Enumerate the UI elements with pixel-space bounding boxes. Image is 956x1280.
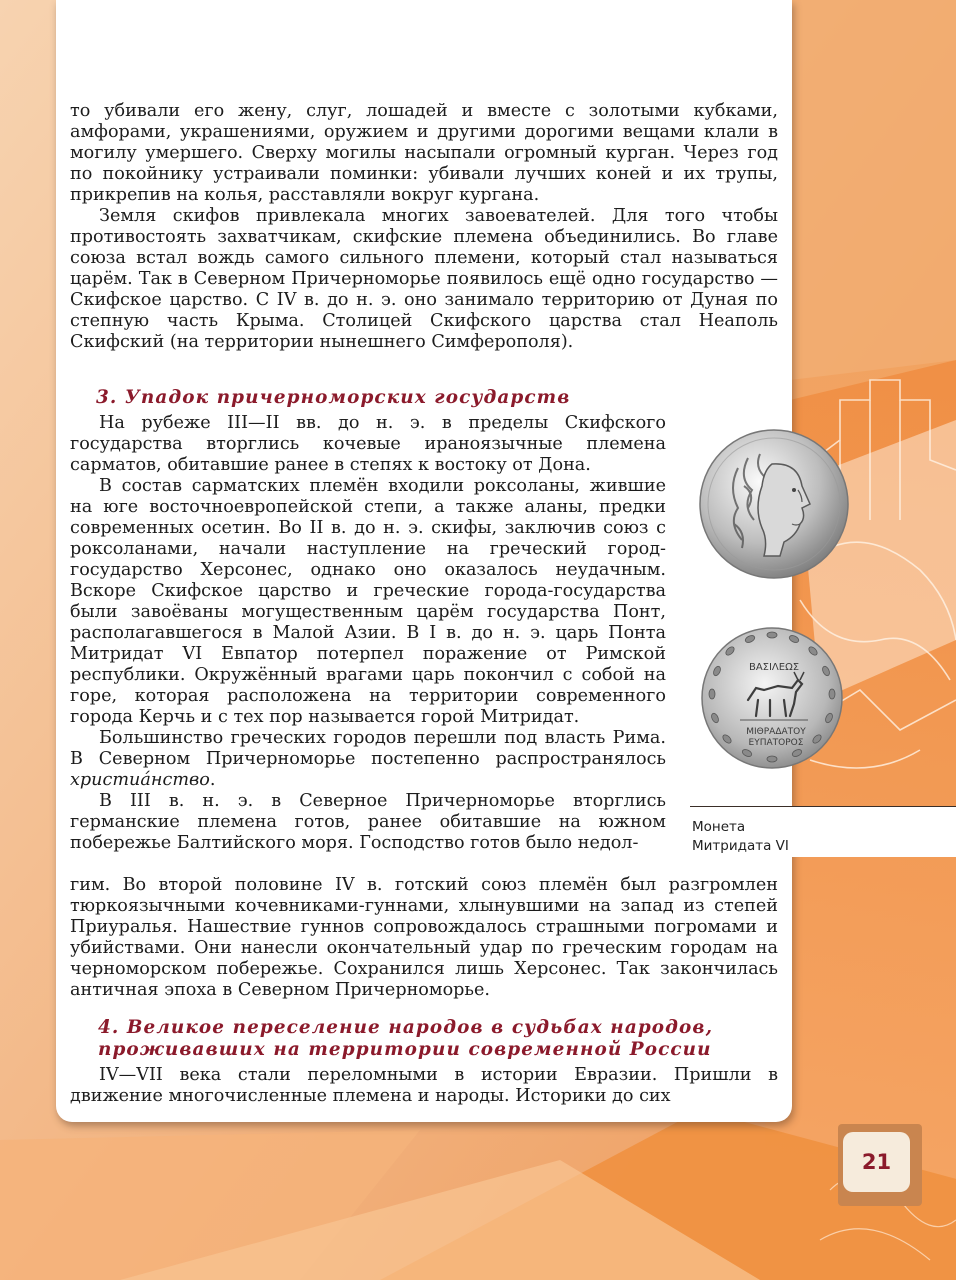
section-3-text — [70, 413, 666, 854]
coin-obverse-portrait — [698, 428, 850, 580]
section-3-paragraph-3 — [70, 728, 666, 791]
intro-paragraph-2: Земля скифов привлекала многих завоевателей. Для того чтобы противостоять захватчикам, скифские племена объединились. Во главе союза встал вождь самого сильного племени, который стал называться царём. Так в Северном Причерноморье появилось ещё одно государство — Скифское царство. С IV в. до н. э. оно занимало территорию от Дуная по степную часть Крыма. Столицей Скифского царства стал Неаполь Скифский (на территории нынешнего Симферополя). — [70, 206, 778, 352]
intro-text — [70, 101, 778, 353]
section-3-paragraph-2: В состав сарматских племён входили роксоланы, жившие на юге восточноевропейской степи, а также аланы, предки современных осетин. Во II в. до н. э. скифы, заключив союз с роксоланами, начали наступление на греческий город-государство Херсонес, однако оно оказалось неудачным. Вскоре Скифское царство и греческие города-государства были завоёваны могущественным царём государства Понт, располагавшегося в Малой Азии. В I в. до н. э. царь Понта Митридат VI Евпатор потерпел поражение от Римской республики. Окружённый врагами царь покончил с собой на горе, которая расположена на территории современного города Керчь и с тех пор называется горой Митридат. — [70, 476, 666, 727]
coin-legend-middle: ΜΙΘΡΑΔΑΤΟΥ — [746, 727, 806, 737]
section-3-heading: 3. Упадок причерноморских государств — [96, 387, 571, 408]
term-christianity: христиáнство — [70, 770, 210, 790]
coin-legend-bottom: ΕΥΠΑΤΟΡΟΣ — [748, 738, 804, 748]
section-4-text — [70, 1065, 778, 1107]
section-4-heading-line-2: проживавших на территории современной России — [98, 1039, 712, 1060]
section-3-text-continued — [70, 875, 778, 1001]
section-3-paragraph-3-end: . — [209, 770, 216, 790]
section-3-paragraph-4-end: гим. Во второй половине IV в. готский союз племён был разгромлен тюркоязычными кочевниками-гуннами, хлынувшими на запад из степей Приуралья. Нашествие гуннов сопровождалось страшными погромами и убийствами. Они нанесли окончательный удар по греческим городам на черноморском побережье. Сохранился лишь Херсонес. Так закончилась античная эпоха в Северном Причерноморье. — [70, 875, 778, 1000]
section-3-paragraph-4-start: В III в. н. э. в Северное Причерноморье вторглись германские племена готов, ранее обитавшие на южном побережье Балтийского моря. Господство готов было недол- — [70, 791, 666, 853]
coin-legend-top: ΒΑΣΙΛΕΩΣ — [748, 662, 800, 673]
section-3-paragraph-1: На рубеже III—II вв. до н. э. в пределы Скифского государства вторглись кочевые ираноязычные племена сарматов, обитавшие ранее в степях к востоку от Дона. — [70, 413, 666, 475]
figure-caption — [692, 818, 842, 856]
page-number: 21 — [843, 1132, 910, 1192]
intro-paragraph-1: то убивали его жену, слуг, лошадей и вместе с золотыми кубками, амфорами, украшениями, оружием и другими дорогими вещами клали в могилу умершего. Сверху могилы насыпали огромный курган. Через год по покойнику устраивали поминки: убивали лучших коней и их трупы, прикрепив на колья, расставляли вокруг кургана. — [70, 101, 778, 205]
section-4-heading — [98, 1017, 713, 1061]
section-4-heading-line-1: 4. Великое переселение народов в судьбах народов, — [98, 1017, 714, 1038]
section-4-paragraph-1: IV—VII века стали переломными в истории Евразии. Пришли в движение многочисленные племена и народы. Историки до сих — [70, 1065, 778, 1106]
caption-line-1: Монета — [692, 819, 746, 835]
section-3-paragraph-3-start: Большинство греческих городов перешли под власть Рима. В Северном Причерноморье постепенно распространялось — [70, 728, 666, 769]
coin-reverse-deer — [700, 626, 844, 770]
caption-line-2: Митридата VI — [692, 838, 789, 854]
